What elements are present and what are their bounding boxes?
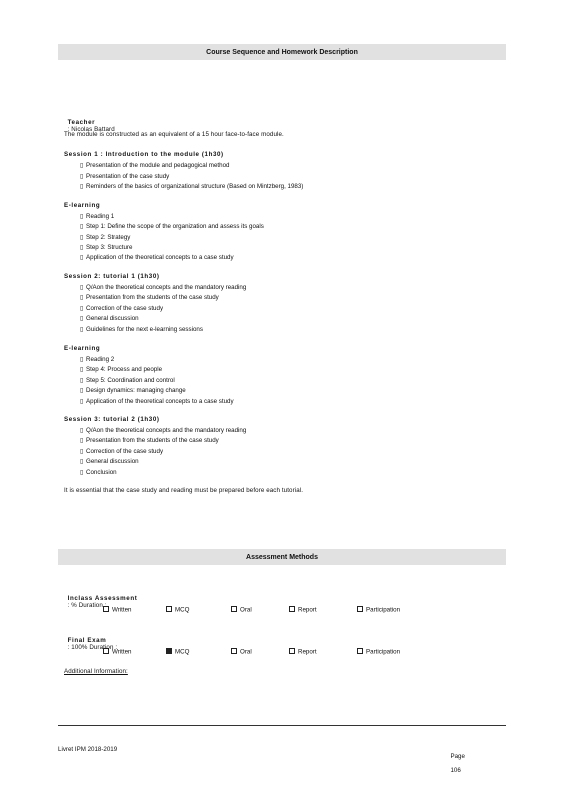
option-label: Oral — [240, 648, 252, 656]
bullet-icon: ▯ — [80, 223, 84, 231]
list-item-text: General discussion — [86, 458, 139, 466]
assessment-option[interactable] — [357, 648, 400, 656]
bullet-icon: ▯ — [80, 284, 84, 291]
list-item-text: Conclusion — [86, 468, 117, 476]
additional-information: Additional Information: — [64, 668, 128, 675]
option-label: Report — [298, 606, 317, 614]
checkbox-icon[interactable] — [289, 606, 295, 612]
bullet-icon: ▯ — [80, 233, 84, 241]
bullet-icon: ▯ — [80, 447, 84, 455]
inclass-detail: : % Duration : — [67, 602, 107, 609]
list-item-text: Step 4: Process and people — [86, 366, 163, 374]
course-sequence-header: Course Sequence and Homework Description — [58, 44, 506, 60]
option-label: Written — [112, 648, 132, 656]
bullet-icon: ▯ — [80, 366, 84, 374]
bullet-icon: ▯ — [80, 304, 84, 312]
list-item-text: Application of the theoretical concepts to a case study — [86, 397, 234, 405]
list-item — [80, 427, 246, 434]
session2-title: Session 2: tutorial 1 (1h30) — [64, 273, 160, 280]
bullet-icon: ▯ — [80, 243, 84, 251]
list-item — [80, 437, 219, 444]
bullet-icon: ▯ — [80, 315, 84, 323]
list-item-text: Guidelines for the next e-learning sessions — [86, 325, 203, 333]
list-item — [80, 173, 169, 180]
list-item-text: Correction of the case study — [86, 304, 164, 312]
checkbox-icon[interactable] — [103, 606, 109, 612]
option-label: Oral — [240, 606, 252, 614]
elearning1-title: E-learning — [64, 202, 101, 209]
checkbox-icon[interactable] — [231, 648, 237, 654]
list-item-text: Step 5: Coordination and control — [86, 376, 175, 384]
list-item-text: Step 2: Strategy — [86, 233, 131, 241]
list-item-text: Q/Aon the theoretical concepts and the mandatory reading — [86, 427, 247, 434]
checkbox-icon[interactable] — [103, 648, 109, 654]
footer-left-text: Livret IPM 2018-2019 — [58, 746, 118, 753]
option-label: Participation — [366, 606, 401, 614]
assessment-option[interactable] — [103, 606, 131, 614]
inclass-label: Inclass Assessment — [67, 595, 138, 602]
list-item — [80, 294, 219, 301]
bullet-icon: ▯ — [80, 183, 84, 190]
bullet-icon: ▯ — [80, 458, 84, 466]
bullet-icon: ▯ — [80, 213, 84, 220]
bullet-icon: ▯ — [80, 294, 84, 302]
list-item — [80, 326, 203, 333]
bullet-icon: ▯ — [80, 427, 84, 434]
list-item — [80, 356, 114, 363]
list-item — [80, 387, 186, 394]
option-label: Written — [112, 606, 132, 614]
list-item-text: Q/Aon the theoretical concepts and the mandatory reading — [86, 284, 247, 291]
intro-text: The module is constructed as an equivalent of a 15 hour face-to-face module. — [64, 131, 284, 138]
list-item — [80, 458, 139, 465]
list-item-text: Correction of the case study — [86, 447, 164, 455]
checkbox-icon[interactable] — [289, 648, 295, 654]
teacher-label: Teacher — [67, 119, 96, 126]
list-item — [80, 244, 132, 251]
assessment-option[interactable] — [289, 648, 317, 656]
list-item-text: Design dynamics: managing change — [86, 387, 186, 395]
assessment-option[interactable] — [103, 648, 131, 656]
session3-title: Session 3: tutorial 2 (1h30) — [64, 416, 160, 423]
list-item — [80, 315, 139, 322]
list-item — [80, 223, 264, 230]
checkbox-icon[interactable] — [357, 606, 363, 612]
elearning2-title: E-learning — [64, 345, 101, 352]
option-label: MCQ — [175, 606, 190, 614]
list-item — [80, 254, 234, 261]
list-item-text: Step 3: Structure — [86, 243, 133, 251]
list-item-text: Step 1: Define the scope of the organization and assess its goals — [86, 223, 264, 231]
footer-page-label: Page — [450, 753, 465, 760]
checkbox-icon[interactable] — [166, 606, 172, 612]
list-item-text: Reminders of the basics of organizational structure (Based on Mintzberg, 1983) — [86, 183, 304, 190]
bullet-icon: ▯ — [80, 172, 84, 180]
list-item — [80, 162, 229, 169]
checkbox-icon[interactable] — [231, 606, 237, 612]
list-item-text: Reading 2 — [86, 356, 115, 363]
list-item — [80, 213, 114, 220]
assessment-option[interactable] — [357, 606, 400, 614]
bullet-icon: ▯ — [80, 387, 84, 395]
list-item — [80, 183, 303, 190]
option-label: Participation — [366, 648, 401, 656]
footer-page — [447, 746, 465, 774]
assessment-option[interactable] — [289, 606, 317, 614]
checkbox-icon[interactable] — [166, 648, 172, 654]
bullet-icon: ▯ — [80, 468, 84, 476]
final-exam-detail: : 100% Duration : — [67, 644, 118, 651]
list-item-text: Presentation of the module and pedagogical method — [86, 162, 230, 169]
list-item — [80, 305, 163, 312]
bullet-icon: ▯ — [80, 397, 84, 405]
footer-page-number: 106 — [450, 767, 461, 774]
list-item-text: Presentation from the students of the case study — [86, 437, 219, 445]
assessment-option[interactable] — [231, 606, 252, 614]
list-item — [80, 448, 163, 455]
list-item-text: Reading 1 — [86, 213, 115, 220]
assessment-option[interactable] — [166, 606, 189, 614]
assessment-option[interactable] — [231, 648, 252, 656]
bullet-icon: ▯ — [80, 376, 84, 384]
list-item — [80, 366, 162, 373]
option-label: Report — [298, 648, 317, 656]
bullet-icon: ▯ — [80, 325, 84, 333]
list-item-text: Presentation from the students of the case study — [86, 294, 219, 302]
bullet-icon: ▯ — [80, 162, 84, 169]
final-exam-label: Final Exam — [67, 637, 107, 644]
list-item — [80, 234, 130, 241]
list-item — [80, 398, 234, 405]
list-item — [80, 469, 117, 476]
footer-divider — [58, 725, 506, 726]
list-item-text: Presentation of the case study — [86, 172, 170, 180]
closing-text: It is essential that the case study and reading must be prepared before each tutorial. — [64, 487, 304, 494]
assessment-methods-header: Assessment Methods — [58, 549, 506, 565]
teacher-line — [64, 112, 115, 133]
option-label: MCQ — [175, 648, 190, 656]
bullet-icon: ▯ — [80, 356, 84, 363]
checkbox-icon[interactable] — [357, 648, 363, 654]
list-item — [80, 377, 175, 384]
teacher-name: : Nicolas Battard — [67, 126, 115, 133]
list-item-text: Application of the theoretical concepts to a case study — [86, 254, 234, 262]
list-item — [80, 284, 246, 291]
bullet-icon: ▯ — [80, 437, 84, 445]
assessment-option[interactable] — [166, 648, 189, 656]
list-item-text: General discussion — [86, 315, 139, 323]
session1-title: Session 1 : Introduction to the module (1h30) — [64, 151, 224, 158]
bullet-icon: ▯ — [80, 254, 84, 262]
